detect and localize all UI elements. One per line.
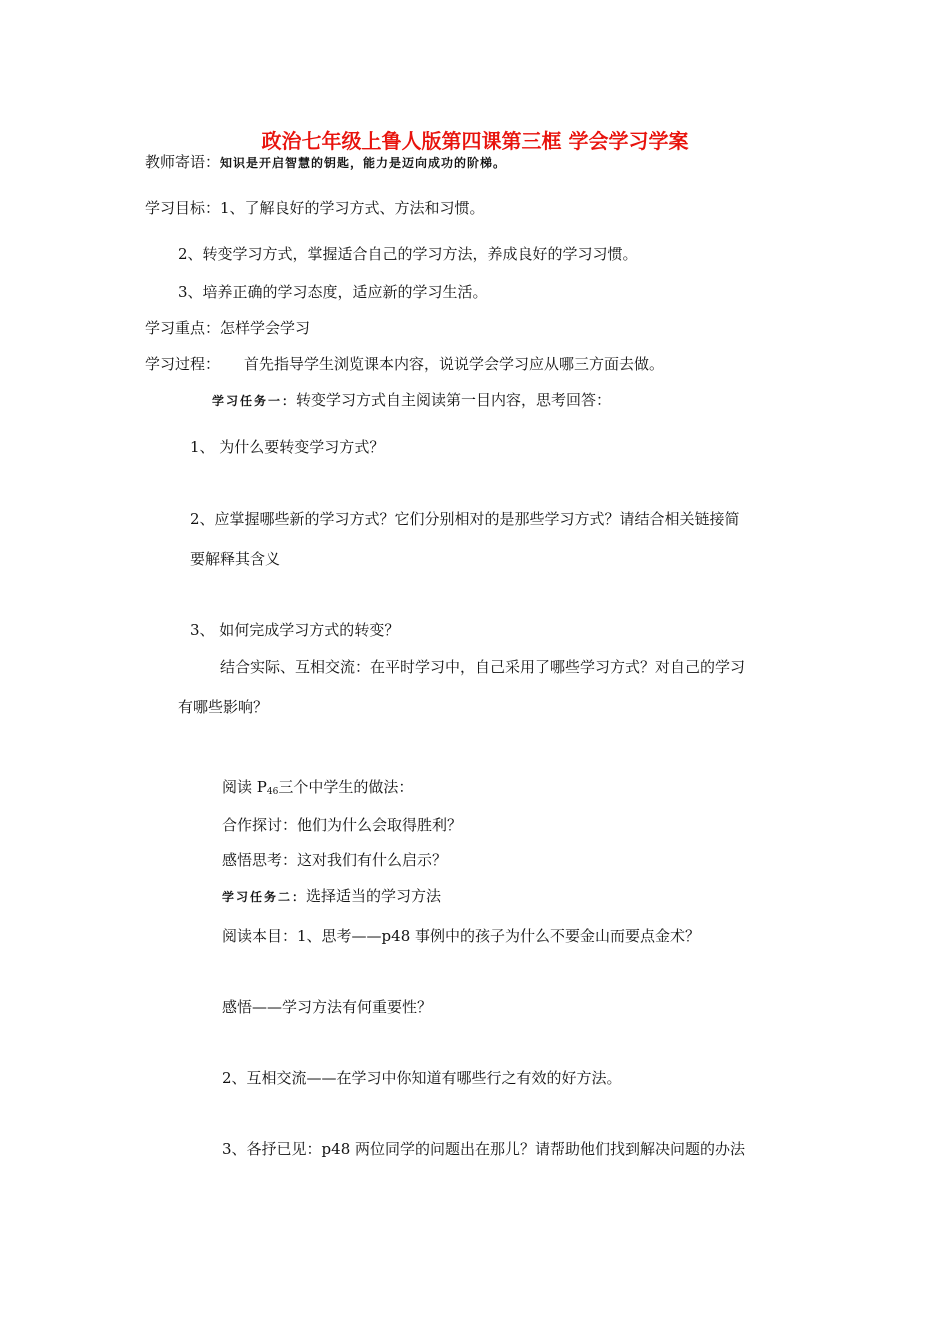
process-label: 学习过程： [145, 355, 221, 373]
teacher-motto [145, 152, 506, 173]
task-two [222, 886, 441, 907]
task-two-text: 选择适当的学习方法 [306, 887, 442, 905]
exchange-line-1: 结合实际、互相交流：在平时学习中，自己采用了哪些学习方式？对自己的学习 [220, 658, 746, 676]
task-one-text: 转变学习方式自主阅读第一目内容，思考回答： [296, 391, 612, 409]
read-suffix: 三个中学生的做法： [278, 778, 414, 796]
learning-objective-1: 学习目标：1、了解良好的学习方式、方法和习惯。 [145, 199, 485, 217]
item-2: 2、互相交流——在学习中你知道有哪些行之有效的好方法。 [222, 1069, 622, 1087]
question-3: 3、 如何完成学习方式的转变？ [190, 621, 400, 639]
learning-process [145, 354, 664, 374]
document-title: 政治七年级上鲁人版第四课第三框 学会学习学案 [261, 129, 689, 153]
motto-label: 教师寄语： [145, 153, 221, 171]
reading-item-1: 阅读本目：1、思考——p48 事例中的孩子为什么不要金山而要点金术？ [222, 927, 701, 945]
learning-objective-2: 2、转变学习方式，掌握适合自己的学习方法，养成良好的学习习惯。 [178, 245, 638, 263]
question-2-line-2: 要解释其含义 [190, 550, 281, 568]
task-one-label: 学习任务一： [212, 394, 297, 408]
insight-prompt: 感悟——学习方法有何重要性？ [222, 998, 433, 1016]
read-prefix: 阅读 P [222, 778, 267, 796]
discussion-prompt: 合作探讨：他们为什么会取得胜利？ [222, 816, 463, 834]
task-one [212, 390, 611, 411]
reading-task [222, 777, 413, 802]
item-3: 3、各抒已见：p48 两位同学的问题出在那儿？请帮助他们找到解决问题的办法 [222, 1140, 746, 1158]
question-2-line-1: 2、应掌握哪些新的学习方式？它们分别相对的是那些学习方式？请结合相关链接简 [190, 510, 740, 528]
key-point: 学习重点：怎样学会学习 [145, 319, 311, 337]
task-two-label: 学习任务二： [222, 890, 307, 904]
process-text: 首先指导学生浏览课本内容，说说学会学习应从哪三方面去做。 [244, 355, 665, 373]
motto-text: 知识是开启智慧的钥匙，能力是迈向成功的阶梯。 [220, 156, 507, 170]
read-page-subscript: 46 [266, 787, 279, 797]
question-1: 1、 为什么要转变学习方式？ [190, 438, 385, 456]
exchange-line-2: 有哪些影响？ [178, 698, 269, 716]
reflection-prompt: 感悟思考：这对我们有什么启示？ [222, 851, 448, 869]
learning-objective-3: 3、培养正确的学习态度，适应新的学习生活。 [178, 283, 488, 301]
